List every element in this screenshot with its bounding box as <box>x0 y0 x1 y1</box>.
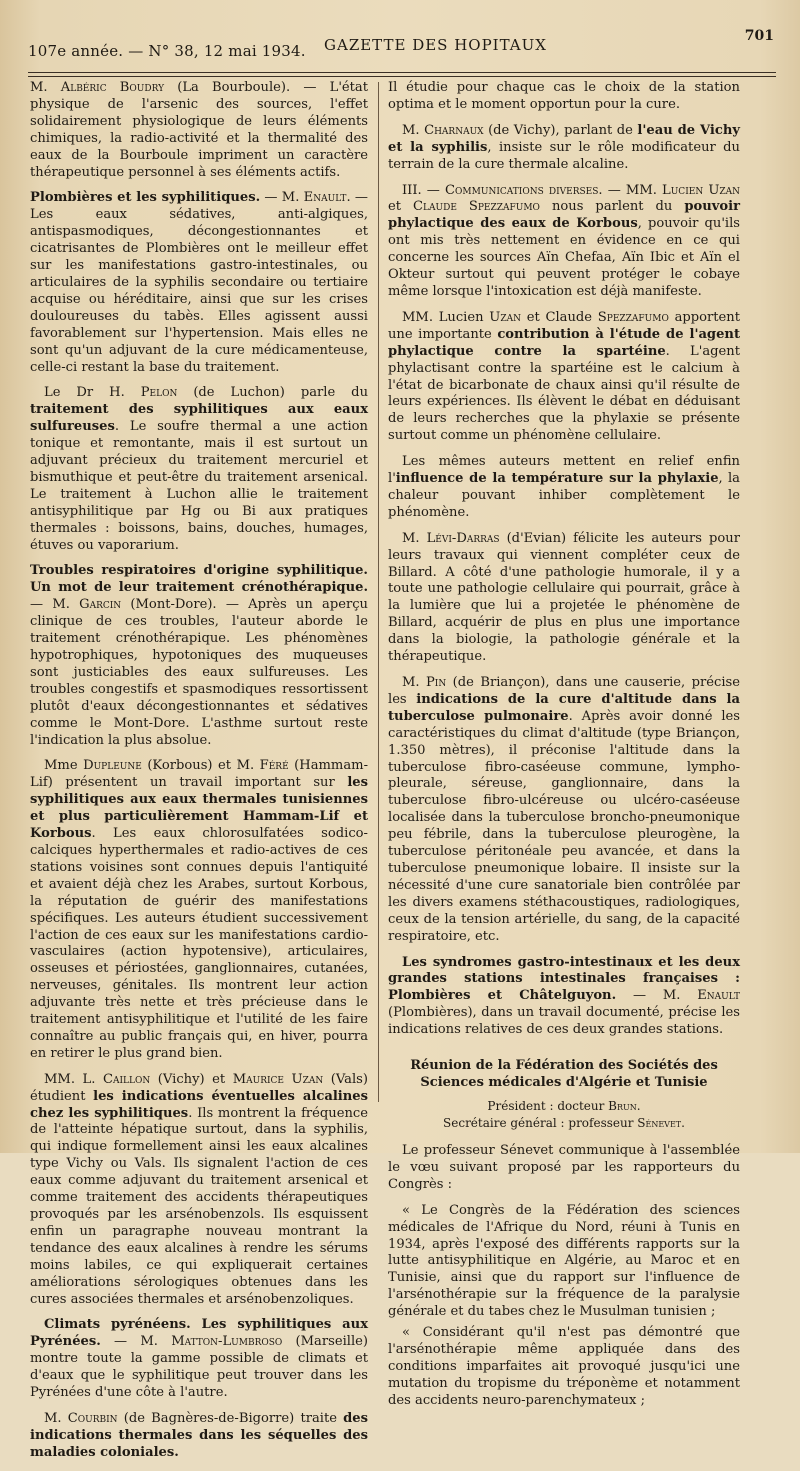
author-name: Féré <box>259 758 289 774</box>
right-column <box>388 80 740 1419</box>
section-title: influence de la température sur la phylaxie <box>395 471 719 487</box>
paragraph-text: . Après avoir donné les caractéristiques du climat d'altitude (type Briançon, 1.350 mètres), il préconise l'altitude dans la tuberculose fibro-caséeuse commune, lympho-pleurale, séreuse, ganglionnaire, dans la tuberculose fibro-ulcéreuse ou ulcéro-caséeuse localisée dans la tuberculose broncho-pneumonique peu fébrile, dans la tuberculose pleurogène, la tuberculose péritonéale peu avancée, et dans la tuberculose pneumonique lobaire. Il insiste sur la nécessité d'une cure sanatoriale bien contrôlée par les divers examens stéthacoustiques, radiologiques, ceux de la tension artérielle, du sang, de la capacité respiratoire, etc. <box>388 708 741 944</box>
author-name: Claude Spezzafumo <box>413 199 540 215</box>
author-name: Maurice Uzan <box>232 1071 324 1087</box>
separator: . — MM. <box>598 182 663 198</box>
text-span: M. <box>402 122 425 138</box>
paragraph-communications <box>388 183 740 301</box>
paragraph-charnaux <box>388 123 740 174</box>
text-span: M. <box>44 1410 68 1426</box>
author-name: Pin <box>426 675 447 690</box>
section-title: des indications thermales dans les séquelles des maladies coloniales. <box>30 1410 369 1460</box>
section-title: pouvoir phylactique des eaux de Korbous <box>388 199 740 232</box>
page-number: 701 <box>744 28 774 44</box>
paragraph-text: , la chaleur pouvant inhiber complètement le phénomène. <box>388 471 740 520</box>
paragraph-garcin <box>30 563 368 749</box>
paragraph-pelon <box>30 385 368 554</box>
author-name: Enault <box>303 190 347 206</box>
person-name: Sénevet <box>637 1116 682 1131</box>
meeting-president: Président : docteur Brun. <box>487 1099 641 1114</box>
section-title: les syphilitiques aux eaux thermales tunisiennes et plus particulièrement Hammam-Lif et Korbous <box>30 775 368 842</box>
column-divider <box>378 82 379 1102</box>
paragraph-temperature <box>388 454 740 522</box>
text-span: et <box>388 199 414 215</box>
text-span: et Claude <box>520 309 598 325</box>
separator: — M. <box>100 1334 172 1350</box>
text-span: (de Vichy), parlant de <box>483 122 638 138</box>
text-span: Mme <box>44 758 84 774</box>
section-title: Troubles respiratoires d'origine syphilitique. Un mot de leur traitement crénothérapique. <box>30 563 368 596</box>
text-span: Le Dr H. <box>44 385 141 401</box>
paragraph-courbin-cont: Il étudie pour chaque cas le choix de la station optima et le moment opportun pour la cure. <box>388 80 740 112</box>
section-title: contribution à l'étude de l'agent phylactique contre la spartéine <box>388 326 740 359</box>
journal-title: GAZETTE DES HOPITAUX <box>324 36 547 54</box>
section-title: Plombières et les syphilitiques. <box>30 190 261 206</box>
header-rule-thick <box>28 72 776 73</box>
section-title: l'eau de Vichy et la syphilis <box>388 122 740 155</box>
paragraph-uzan-sparteine <box>388 310 740 445</box>
paragraph-caillon <box>30 1072 368 1309</box>
paragraph-voeu-2: « Considérant qu'il n'est pas démontré que l'arsénothérapie même appliquée dans des conditions imparfaites ait provoqué jusqu'ici une mutation du tropisme du tréponème et notamment des accidents neuro-parenchymateux ; <box>388 1325 740 1408</box>
paragraph-voeu-1: « Le Congrès de la Fédération des sciences médicales de l'Afrique du Nord, réuni à Tunis en 1934, après l'exposé des différents rapports sur la lutte antisyphilitique en Algérie, au Maroc et en Tunisie, ainsi que du rapport sur l'influence de l'arsénothérapie sur la fréquence de la paralysie générale et du tabes chez le Musulman tunisien ; <box>388 1202 740 1320</box>
text-span: (Vichy) et <box>150 1071 233 1087</box>
text-span: (Korbous) et M. <box>141 758 260 774</box>
paragraph-boudry <box>30 80 368 181</box>
paragraph-text: . Ils montrent la fréquence de l'atteinte hépatique surtout, dans la syphilis, qui indique formellement ainsi les eaux alcalines type Vichy ou Vals. Ils signalent l'action de ces eaux comme adjuvant du traitement arsenical et comme traitement des accidents thérapeutiques provoqués par les arsénobenzols. Ils esquissent enfin un paragraphe nouveau montrant la tendance des eaux alcalines à rendre les sérums moins labiles, ce qui expliquerait certaines améliorations sérologiques obtenues dans les cures associées thermales et arsénobenzoliques. <box>30 1105 369 1307</box>
text-span: (Vals) étudient <box>30 1071 368 1104</box>
text-span: apportent une importante <box>388 309 740 342</box>
text-span: nous parlent du <box>539 199 685 215</box>
text-span: (de Briançon), dans une causerie, précise les <box>388 675 740 707</box>
meeting-title: Réunion de la Fédération des Sociétés des Sciences médicales d'Algérie et Tunisie <box>410 1058 718 1091</box>
author-name: Garcin <box>79 597 122 613</box>
person-name: Brun <box>608 1099 637 1114</box>
section-title: Climats pyrénéens. Les syphilitiques aux Pyrénées. <box>30 1317 368 1350</box>
paragraph-text: . Les eaux chlorosulfatées sodico-calciques hyperthermales et radio-actives de ces stations voisines sont connues depuis l'antiquité et avaient déjà chez les Arabes, surtout Korbous, la réputation de guérir des manifestations spécifiques. Les auteurs étudient successivement l'action de ces eaux sur les manifestations cardio-vasculaires (action hypotensive), articulaires, osseuses et périostées, ganglionnaires, cutanées, nerveuses, génitales. Ils montrent leur action adjuvante très nette et très précieuse dans le traitement antisyphilitique et l'utilité de les faire connaître au public français qui, en hiver, pourra en retirer le plus grand bien. <box>30 826 368 1061</box>
paragraph-pin <box>388 675 740 946</box>
text-span: Les mêmes auteurs mettent en relief enfin l' <box>388 454 740 487</box>
section-title: indications de la cure d'altitude dans la tuberculose pulmonaire <box>388 691 740 724</box>
left-column <box>30 80 368 1471</box>
paragraph-courbin <box>30 1411 368 1462</box>
author-name: Matton-Lumbroso <box>171 1334 283 1350</box>
paragraph-text: (d'Evian) félicite les auteurs pour leurs travaux qui viennent compléter ceux de Billard. A côté d'une pathologie humorale, il y a toute une pathologie cellulaire qui pourrait, grâce à la lumière que lui a projetée le phénomène de Billard, acquérir de plus en plus une importance dans la biologie, la pathologie générale et la thérapeutique. <box>388 530 741 665</box>
text-span: (de Bagnères-de-Bigorre) traite <box>117 1410 344 1426</box>
separator: — M. <box>616 988 698 1004</box>
paragraph-matton <box>30 1317 368 1402</box>
paragraph-plombieres <box>30 190 368 376</box>
paragraph-text: , pouvoir qu'ils ont mis très nettement en évidence en ce qui concerne les sources Aïn Chefaa, Aïn Ibic et Aïn el Okteur surtout qui peuvent protéger le cobaye même lorsque l'intoxication est déjà manifeste. <box>388 216 741 299</box>
author-name: Lévi-Darras <box>426 530 500 546</box>
paragraph-text: . — Les eaux sédatives, anti-algiques, antispasmodiques, décongestionnantes et cicatrisantes de Plombières ont le meilleur effet sur les manifestations gastro-intestinales, ou articulaires de la syphilis secondaire ou tertiaire acquise ou héréditaire, ainsi que sur les crises douloureuses du tabès. Elles agissent aussi favorablement sur l'hypertension. Mais elles ne sont qu'un adjuvant de la cure médicamenteuse, celle-ci restant la base du traitement. <box>30 190 368 375</box>
text-span: MM. L. <box>44 1071 103 1087</box>
paragraph-dupleune <box>30 758 368 1062</box>
author-name: Courbin <box>67 1410 118 1426</box>
paragraph-text: (Plombières), dans un travail documenté, précise les indications relatives de ces deux grandes stations. <box>388 1005 740 1038</box>
section-title: les indications éventuelles alcalines chez les syphilitiques <box>30 1088 368 1121</box>
author-name: Pelon <box>140 385 178 401</box>
paragraph-text: . Le soufre thermal a une action tonique et remontante, mais il est surtout un adjuvant précieux du traitement mercuriel et bismuthique et peut-être du traitement arsenical. Le traitement à Luchon allie le traitement antisyphilitique par Hg ou Bi aux pratiques thermales : boissons, bains, douches, humages, étuves ou vaporarium. <box>30 419 368 553</box>
paragraph-text: (La Bourboule). — L'état physique de l'arsenic des sources, l'effet solidairement physiologique de leurs éléments chimiques, la radio-activité et la thermalité des eaux de la Bourboule impriment un caractère thérapeutique personnel à ses éléments actifs. <box>30 80 368 180</box>
section-title: Les syndromes gastro-intestinaux et les deux grandes stations intestinales françaises : Plombières et Châtelguyon. <box>388 954 740 1004</box>
author-name: Charnaux <box>424 122 484 138</box>
paragraph-text: (Mont-Dore). — Après un aperçu clinique de ces troubles, l'auteur aborde le traitement crénothérapique. Les phénomènes hypotrophiques, hypotoniques des muqueuses sont justiciables des eaux sulfureuses. Les troubles congestifs et spasmodiques ressortissent plutôt d'eaux décongestionnantes et sédatives comme le Mont-Dore. L'asthme surtout reste l'indication la plus absolue. <box>30 597 368 748</box>
text-span: MM. Lucien <box>402 309 490 325</box>
paragraph-text: . L'agent phylactisant contre la spartéine est le calcium à l'état de bicarbonate de chaux ainsi qu'il résulte de leurs expériences. Ils élèvent le débat en déduisant de leurs recherches que la phylaxie se présente surtout comme un phénomène cellulaire. <box>388 343 740 444</box>
text-span: M. <box>402 675 426 690</box>
paragraph-levi-darras <box>388 531 740 666</box>
issue-info: 107e année. — N° 38, 12 mai 1934. <box>28 42 306 60</box>
separator: — M. <box>30 597 80 613</box>
meeting-secretary: Secrétaire général : professeur Sénevet. <box>443 1116 685 1131</box>
author-name: Lucien Uzan <box>662 182 740 198</box>
text-span: III. — <box>402 182 446 198</box>
text-span: Président : docteur <box>487 1099 609 1114</box>
page-header <box>28 28 774 74</box>
text-span: (de Luchon) parle du <box>177 385 368 401</box>
header-rule-thin <box>28 76 776 77</box>
author-name: Uzan <box>489 309 521 325</box>
author-name: Dupleune <box>83 758 142 774</box>
author-name: M. Albéric Boudry <box>30 80 165 95</box>
paragraph-text: (Marseille) montre toute la gamme possible de climats et d'eaux que le syphilitique peut trouver dans les Pyrénées d'une côte à l'autre. <box>30 1334 368 1401</box>
paragraph-syndromes <box>388 955 740 1040</box>
author-name: Spezzafumo <box>597 309 669 325</box>
section-heading: Communications diverses <box>445 182 599 198</box>
text-span: (Hammam-Lif) présentent un travail important sur <box>30 758 368 791</box>
author-name: Caillon <box>102 1071 151 1087</box>
section-title: traitement des syphilitiques aux eaux sulfureuses <box>30 402 368 435</box>
separator: — M. <box>260 190 304 206</box>
author-name: Enault <box>697 988 740 1004</box>
paragraph-text: , insiste sur le rôle modificateur du terrain de la cure thermale alcaline. <box>388 139 740 172</box>
paragraph-senevet: Le professeur Sénevet communique à l'assemblée le vœu suivant proposé par les rapporteurs du Congrès : <box>388 1143 740 1192</box>
text-span: Secrétaire général : professeur <box>443 1116 638 1131</box>
text-span: M. <box>402 530 427 546</box>
